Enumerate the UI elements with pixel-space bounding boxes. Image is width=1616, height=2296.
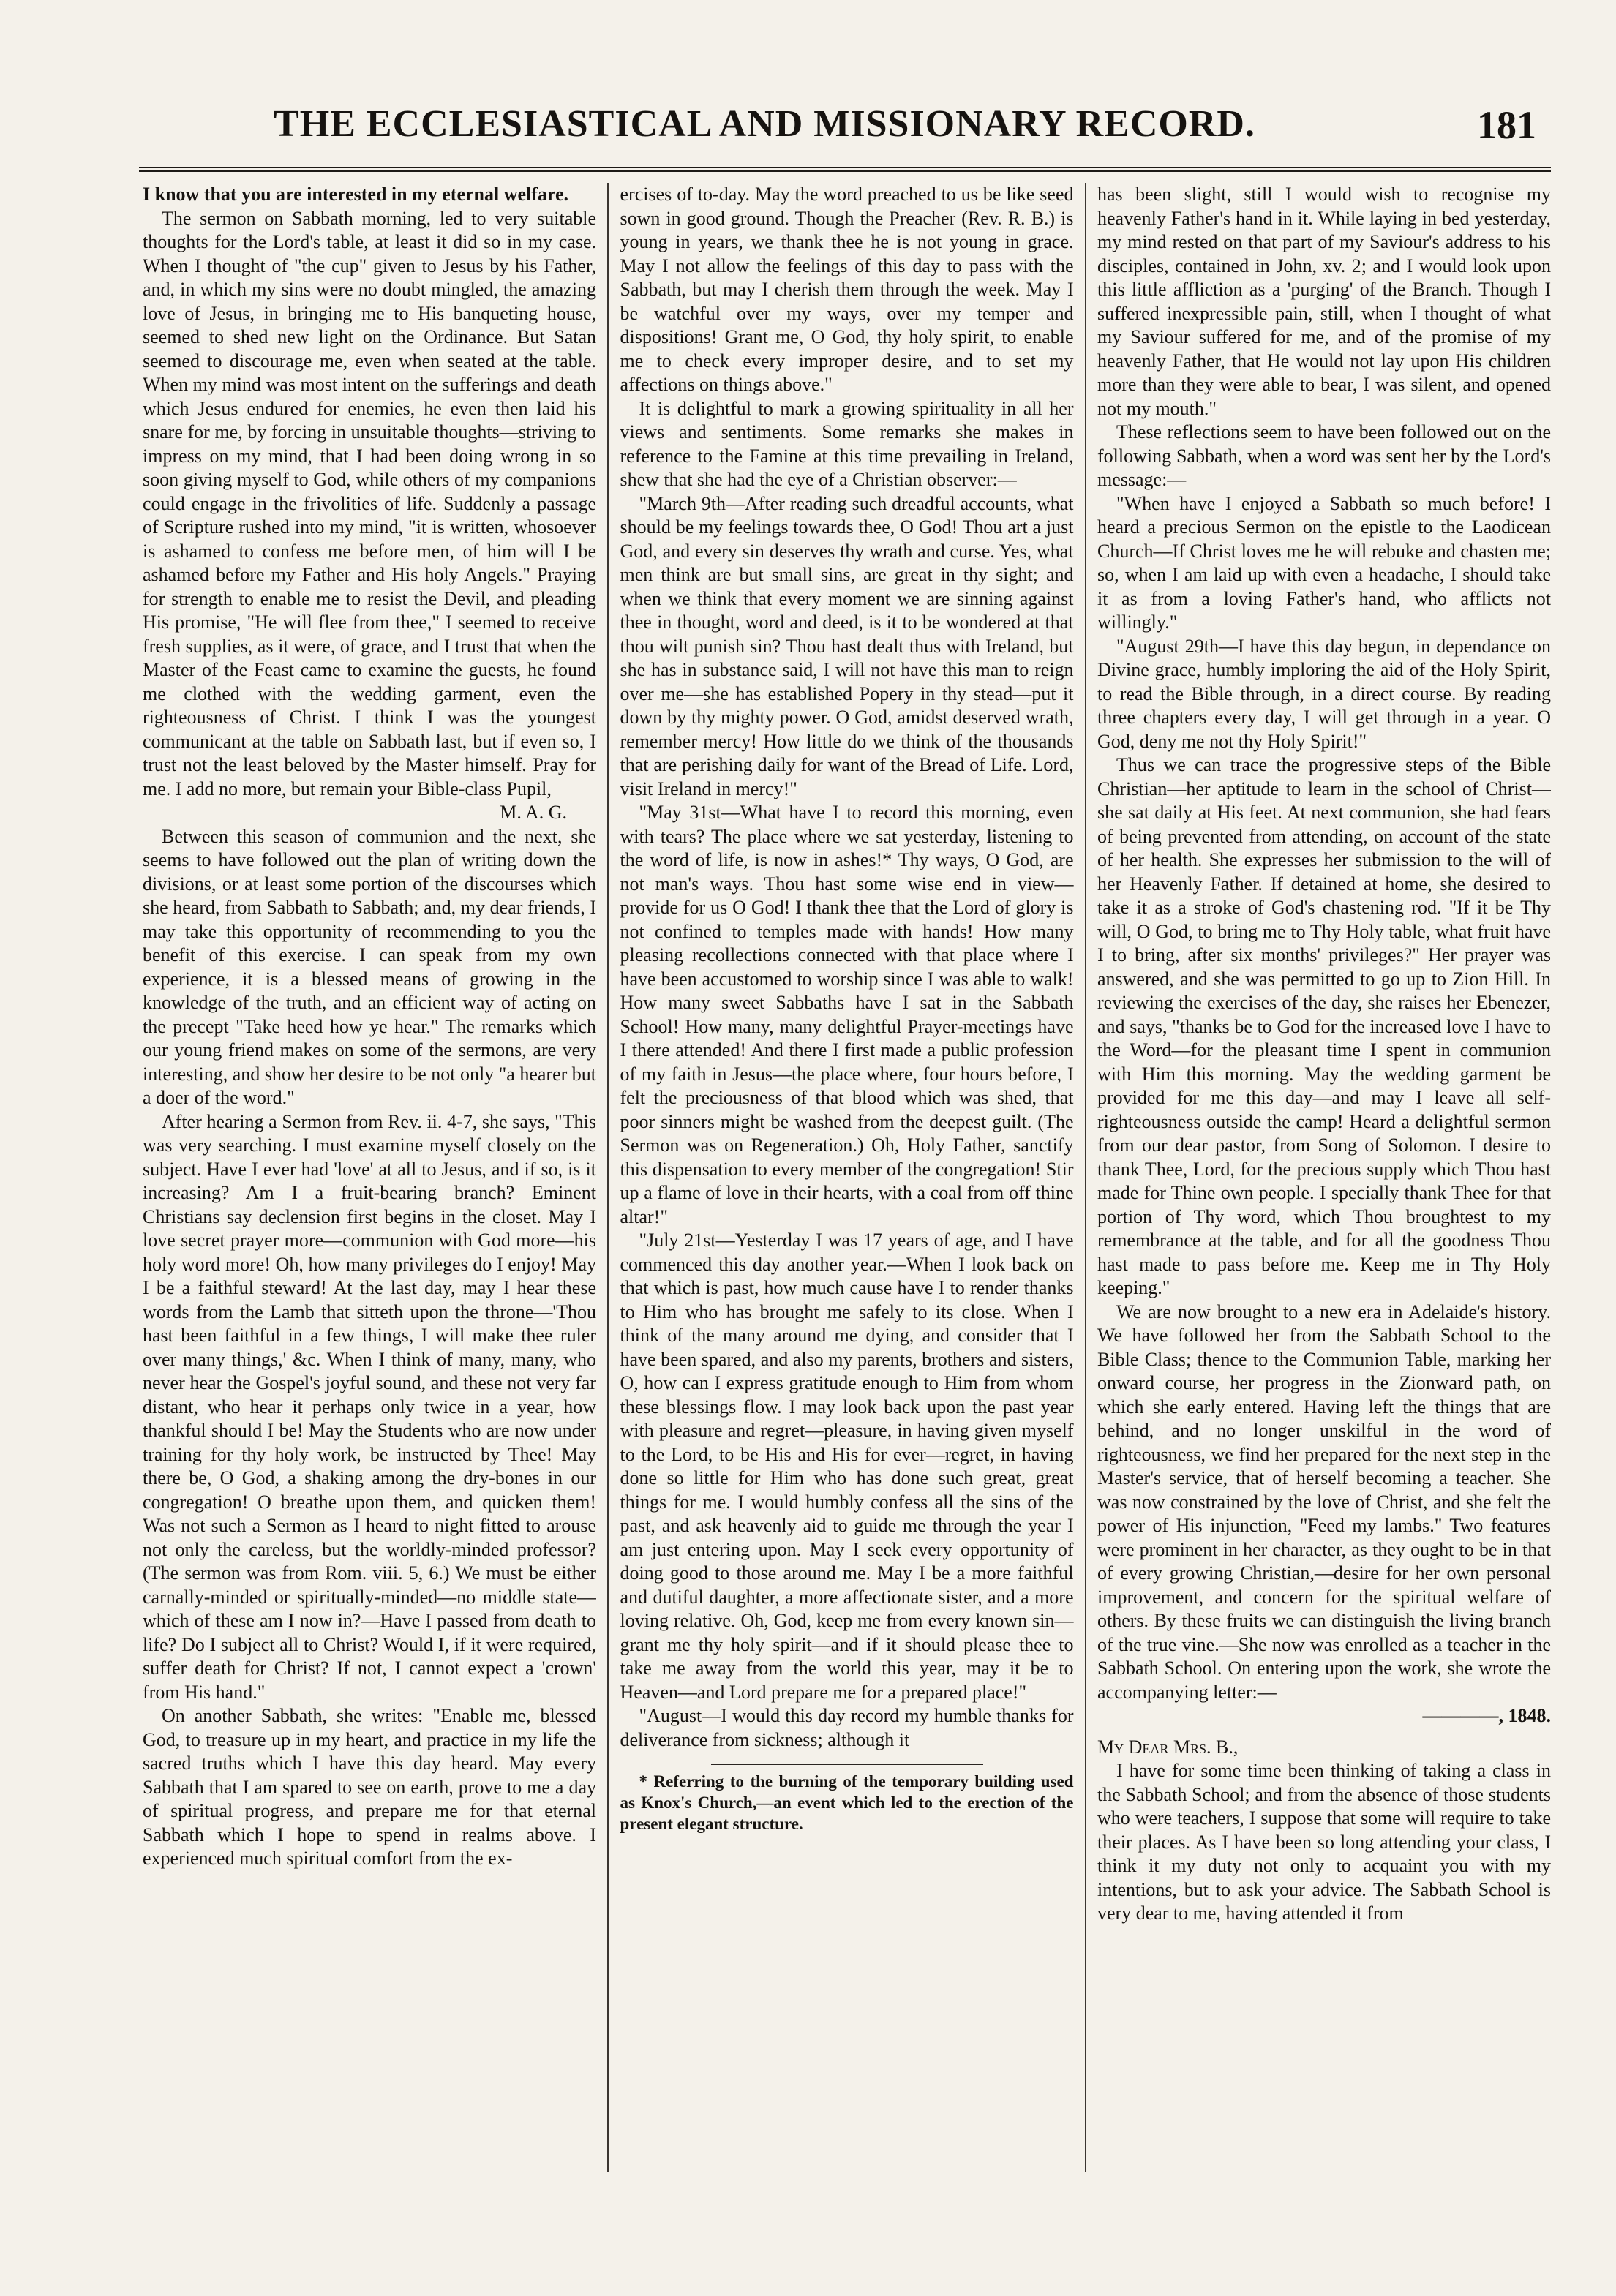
footnote-rule [711,1764,983,1765]
paragraph: I know that you are interested in my eternal welfare. [143,184,569,205]
paragraph: has been slight, still I would wish to recognise my heavenly Father's hand in it. While laying in bed yesterday, my mind rested on that part of my Saviour's address to his disciples, contained in John, xv. 2; and I would look upon this little affliction as a 'purging' of the Branch. Though I suffered inexpressible pain, still, when I thought of what my Saviour suffered for me, and of the promise of my heavenly Father, that He would not lay upon His children more than they were able to bear, I was silent, and opened not my mouth." [1097,184,1551,419]
paragraph: I have for some time been thinking of taking a class in the Sabbath School; and from the absence of those students who were teachers, I suppose that some will require to take their places. As I have been so long attending your class, I think it my duty not only to acquaint you with my intentions, but to ask your advice. The Sabbath School is very dear to me, having attended it from [1097,1760,1551,1924]
header-rule [139,167,1551,172]
column-right [1097,183,1551,2172]
column-divider [607,183,609,2172]
paragraph: These reflections seem to have been followed out on the following Sabbath, when a word was sent her by the Lord's message:— [1097,421,1551,490]
paragraph: ercises of to-day. May the word preached to us be like seed sown in good ground. Though the Preacher (Rev. R. B.) is young in years, we thank thee he is not young in grace. May I not allow the feelings of this day to pass with the Sabbath, but may I cherish them through the week. May I be watchful over my ways, over my temper and dispositions! Grant me, O God, thy holy spirit, to enable me to check every improper desire, and to set my affections on things above." [620,184,1074,395]
running-title: THE ECCLESIASTICAL AND MISSIONARY RECORD. [274,103,1255,145]
paragraph: The sermon on Sabbath morning, led to very suitable thoughts for the Lord's table, at least it did so in my case. When I thought of "the cup" given to Jesus by his Father, and, in which my sins were no doubt mingled, the amazing love of Jesus, in bringing me to His banqueting house, seemed to shed new light on the Ordinance. But Satan seemed to discourage me, even when seated at the table. When my mind was most intent on the sufferings and death which Jesus endured for enemies, he even then laid his snare for me, by forcing in unsuitable thoughts—striving to impress on my mind, that I had been doing wrong in so soon giving myself to God, while others of my companions could engage in the frivolities of life. Suddenly a passage of Scripture rushed into my mind, "it is written, whosoever is ashamed to confess me before men, of him will I be ashamed before my Father and His holy Angels." Praying for strength to enable me to resist the Devil, and pleading His promise, "He will flee from thee," I seemed to receive fresh supplies, as it were, of grace, and I trust that when the Master of the Feast came to examine the guests, he found me clothed with the wedding garment, even the righteousness of Christ. I think I was the youngest communicant at the table on Sabbath last, but if even so, I trust not the least beloved by the Master himself. Pray for me. I add no more, but remain your Bible-class Pupil, [143,207,596,799]
paragraph: "May 31st—What have I to record this morning, even with tears? The place where we sat yesterday, listening to the word of life, is now in ashes!* Thy ways, O God, are not man's ways. Thou hast some wise end in view—provide for us O God! I thank thee that the Lord of glory is not confined to temples made with hands! How many pleasing recollections connected with that place where I have been accustomed to worship since I was able to walk! How many sweet Sabbaths have I sat in the Sabbath School! How many, many delightful Prayer-meetings have I there attended! And there I first made a public profession of my faith in Jesus—the place where, four hours before, I felt the preciousness of that blood which was shed, that poor sinners might be washed from the deepest guilt. (The Sermon was on Regeneration.) Oh, Holy Father, sanctify this dispensation to every member of the congregation! Stir up a flame of love in their hearts, with a coal from off thine altar!" [620,802,1074,1227]
signature: M. A. G. [500,802,567,823]
paragraph: It is delightful to mark a growing spirituality in all her views and sentiments. Some remarks she makes in reference to the Famine at this time prevailing in Ireland, shew that she had the eye of a Christian observer:— [620,397,1074,490]
footnote: * Referring to the burning of the temporary building used as Knox's Church,—an event which led to the erection of the present elegant structure. [620,1772,1074,1833]
paragraph: After hearing a Sermon from Rev. ii. 4-7, she says, "This was very searching. I must examine myself closely on the subject. Have I ever had 'love' at all to Jesus, and if so, is it increasing? Am I a fruit-bearing branch? Eminent Christians say declension first begins in the closet. May I love secret prayer more—communion with God more—his holy word more! Oh, how many privileges do I enjoy! May I be a faithful steward! At the last day, may I hear these words from the Lamb that sitteth upon the throne—'Thou hast been faithful in a few things, I will make thee ruler over many things,' &c. When I think of many, many, who never hear the Gospel's joyful sound, and these not very far distant, who hear it perhaps only twice in a year, how thankful should I be! May the Students who are now under training for thy holy work, be instructed by Thee! May there be, O God, a shaking among the dry-bones in our congregation! O breathe upon them, and quicken them! Was not such a Sermon as I heard to night fitted to arouse not only the careless, but the worldly-minded professor? (The sermon was from Rom. viii. 5, 6.) We must be either carnally-minded or spiritually-minded—no middle state—which of these am I now in?—Have I passed from death to life? Do I subject all to Christ? Would I, if it were required, suffer death for Christ? If not, I cannot expect a 'crown' from His hand." [143,1110,596,1703]
paragraph: "When have I enjoyed a Sabbath so much before! I heard a precious Sermon on the epistle to the Laodicean Church—If Christ loves me he will rebuke and chasten me; so, when I am laid up with even a headache, I should take it as from a loving Father's hand, who afflicts not willingly." [1097,492,1551,633]
column-left [143,183,596,2172]
text-columns [143,183,1551,2172]
paragraph: Between this season of communion and the next, she seems to have followed out the plan of writing down the divisions, or at least some portion of the discourses which she heard, from Sabbath to Sabbath; and, my dear friends, I may take this opportunity of recommending to you the benefit of this exercise. I can speak from my own experience, it is a blessed means of growing in the knowledge of the truth, and an efficient way of acting on the precept "Take heed how ye hear." The remarks which our young friend makes on some of the sermons, are very interesting, and show her desire to be not only "a hearer but a doer of the word." [143,825,596,1108]
paragraph: Thus we can trace the progressive steps of the Bible Christian—her aptitude to learn in the school of Christ—she sat daily at His feet. At next communion, she had fears of being prevented from attending, on account of the state of her health. She expresses her submission to the will of her Heavenly Father. If detained at home, she desired to take it as a stroke of God's chastening rod. "If it be Thy will, O God, to bring me to Thy Holy table, what fruit have I to bring, after six months' privileges?" Her prayer was answered, and she was permitted to go up to Zion Hill. In reviewing the exercises of the day, she raises her Ebenezer, and says, "thanks be to God for the increased love I have to the Word—for the pleasant time I spent in communion with Him this morning. May the wedding garment be provided for me this day—and may I leave all self-righteousness outside the camp! Heard a delightful sermon from our dear pastor, from Song of Solomon. I desire to thank Thee, Lord, for the precious supply which Thou hast made for Thine own people. I specially thank Thee for that portion of Thy word, which Thou broughtest to my remembrance at the table, and for all the goodness Thou hast made to pass before me. Keep me in Thy Holy keeping." [1097,754,1551,1298]
column-middle [620,183,1074,2172]
page-header [132,102,1536,168]
paragraph: We are now brought to a new era in Adelaide's history. We have followed her from the Sabbath School to the Bible Class; thence to the Communion Table, marking her onward course, her progress in the Zionward path, on which she early entered. Having left the things that are behind, and no longer unskilful in the word of righteousness, we find her prepared for the next step in the Master's service, that of herself becoming a teacher. She was now constrained by the love of Christ, and she felt the power of His injunction, "Feed my lambs." Two features were prominent in her character, as they ought to be in that of every growing Christian,—desire for her own personal improvement, and concern for the spiritual welfare of others. By these fruits we can distinguish the living branch of the true vine.—She now was enrolled as a teacher in the Sabbath School. On entering upon the work, she wrote the accompanying letter:— [1097,1301,1551,1703]
letter-date: ————, 1848. [1422,1705,1551,1726]
paragraph: On another Sabbath, she writes: "Enable me, blessed God, to treasure up in my heart, and practice in my life the sacred truths which I have this day heard. May every Sabbath that I am spared to see on earth, prove to me a day of spiritual progress, and prepare me for that eternal Sabbath which I hope to spend in realms above. I experienced much spiritual comfort from the ex- [143,1705,596,1869]
paragraph: "March 9th—After reading such dreadful accounts, what should be my feelings towards thee, O God! Thou art a just God, and every sin deserves thy wrath and curse. Yes, what men think are but small sins, are great in thy sight; and when we think that every moment we are sinning against thee in thought, word and deed, is it to be wondered at that thou wilt punish sin? Thou hast dealt thus with Ireland, but she has in substance said, I will not have this man to reign over me—she has established Popery in thy stead—put it down by thy mighty power. O God, amidst deserved wrath, remember mercy! How little do we think of the thousands that are perishing daily for want of the Bread of Life. Lord, visit Ireland in mercy!" [620,492,1074,799]
letter-salutation: My Dear Mrs. B., [1097,1736,1239,1758]
paragraph: "August—I would this day record my humble thanks for deliverance from sickness; although it [620,1705,1074,1750]
page-number: 181 [1477,103,1536,147]
paragraph: "August 29th—I have this day begun, in dependance on Divine grace, humbly imploring the aid of the Holy Spirit, to read the Bible through, in a direct course. By reading three chapters every day, I will get through in a year. O God, deny me not thy Holy Spirit!" [1097,635,1551,752]
column-divider [1085,183,1086,2172]
paragraph: "July 21st—Yesterday I was 17 years of age, and I have commenced this day another year.—When I look back on that which is past, how much cause have I to render thanks to Him who has brought me safely to its close. When I think of the many around me dying, and consider that I have been spared, and also my parents, brothers and sisters, O, how can I express gratitude enough to Him from whom these blessings flow. I may look back upon the past year with pleasure and regret—pleasure, in having given myself to the Lord, to be His and His for ever—regret, in having done so little for Him who has done such great, great things for me. I would humbly confess all the sins of the past, and ask heavenly aid to guide me through the year I am just entering upon. May I seek every opportunity of doing good to those around me. May I be a more faithful and dutiful daughter, a more affectionate sister, and a more loving relative. Oh, God, keep me from every known sin—grant me thy holy spirit—and if it should please thee to take me away from the world this year, may it be to Heaven—and Lord prepare me for a prepared place!" [620,1230,1074,1703]
